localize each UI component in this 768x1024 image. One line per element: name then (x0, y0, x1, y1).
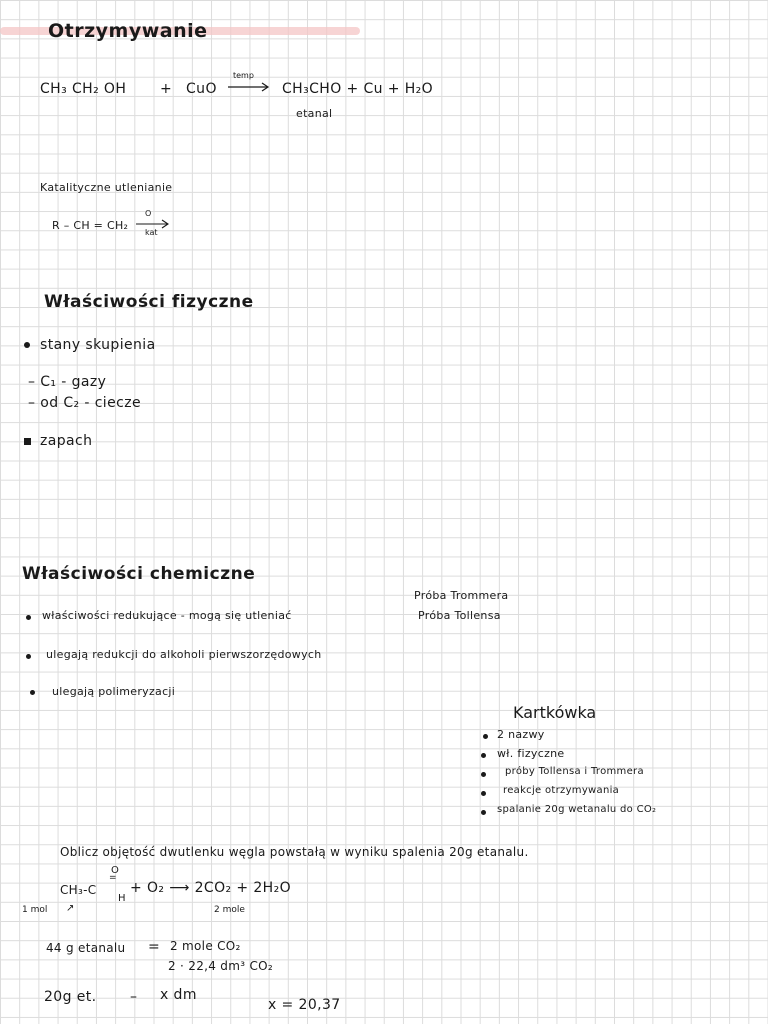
physical-sub1: – C₁ - gazy (28, 374, 107, 390)
kartkowka-item: wł. fizyczne (497, 747, 565, 760)
chemical-item1: właściwości redukujące - mogą się utleniać (42, 609, 292, 622)
task-mol-left: 1 mol (22, 905, 48, 915)
kartkowka-item: reakcje otrzymywania (503, 785, 620, 796)
bullet-dot (483, 734, 488, 739)
bullet-dot (481, 810, 486, 815)
reaction1-arrow-icon (227, 82, 271, 92)
catalytic-arrow-bottom: kat (145, 228, 158, 237)
task-line3-left: 20g et. (44, 989, 97, 1005)
bullet-dot (30, 690, 35, 695)
physical-item1: stany skupienia (40, 337, 156, 353)
chemical-side1: Próba Trommera (414, 589, 509, 602)
bullet-square (24, 438, 31, 445)
kartkowka-item: próby Tollensa i Trommera (505, 766, 644, 777)
task-line1-right: 2 mole CO₂ (170, 939, 241, 953)
bullet-dot (481, 753, 486, 758)
bullet-dot (481, 772, 486, 777)
task-reaction-h: H (118, 893, 126, 904)
bullet-dot (26, 615, 31, 620)
reaction1-plus: + (160, 81, 173, 97)
catalytic-formula: R – CH = CH₂ (52, 219, 129, 232)
chemical-side2: Próba Tollensa (418, 609, 501, 622)
task-mol-arrow-icon: ↗ (66, 903, 75, 914)
reaction1-reagent: CuO (186, 81, 217, 97)
kartkowka-item: spalanie 20g wetanalu do CO₂ (497, 804, 657, 815)
task-line1-left: 44 g etanalu (46, 941, 126, 955)
task-mol-right: 2 mole (214, 905, 245, 915)
physical-item2: zapach (40, 433, 93, 449)
chemical-item3: ulegają polimeryzacji (52, 685, 176, 698)
bullet-dot (24, 342, 30, 348)
reaction1-products: CH₃CHO + Cu + H₂O (282, 81, 434, 97)
task-reaction-left: CH₃-C (60, 883, 97, 897)
reaction1-substrate: CH₃ CH₂ OH (40, 81, 127, 97)
heading-chemical: Właściwości chemiczne (22, 564, 256, 584)
task-line3-right: x dm (160, 987, 197, 1003)
task-line1-eq: = (148, 939, 161, 955)
reaction1-condition: temp (233, 71, 254, 80)
kartkowka-item: 2 nazwy (497, 728, 545, 741)
physical-sub2: – od C₂ - ciecze (28, 395, 141, 411)
heading-otrzymywanie: Otrzymywanie (48, 20, 208, 42)
reaction1-product-name: etanal (296, 107, 333, 120)
task-line2: 2 · 22,4 dm³ CO₂ (168, 959, 273, 973)
catalytic-arrow-top: O (145, 209, 152, 218)
task-reaction-dbl: = (109, 873, 117, 883)
heading-kartkowka: Kartkówka (513, 703, 597, 722)
task-reaction-right: + O₂ ⟶ 2CO₂ + 2H₂O (130, 880, 291, 896)
catalytic-label: Katalityczne utlenianie (40, 181, 173, 194)
task-line3-dash: – (130, 989, 138, 1005)
task-result: x = 20,37 (268, 997, 341, 1013)
chemical-item2: ulegają redukcji do alkoholi pierwszorzędowych (46, 648, 322, 661)
bullet-dot (26, 654, 31, 659)
task-question: Oblicz objętość dwutlenku węgla powstałą w wyniku spalenia 20g etanalu. (60, 845, 529, 859)
bullet-dot (481, 791, 486, 796)
heading-physical: Właściwości fizyczne (44, 292, 254, 312)
task-reaction-o: O (111, 865, 119, 876)
